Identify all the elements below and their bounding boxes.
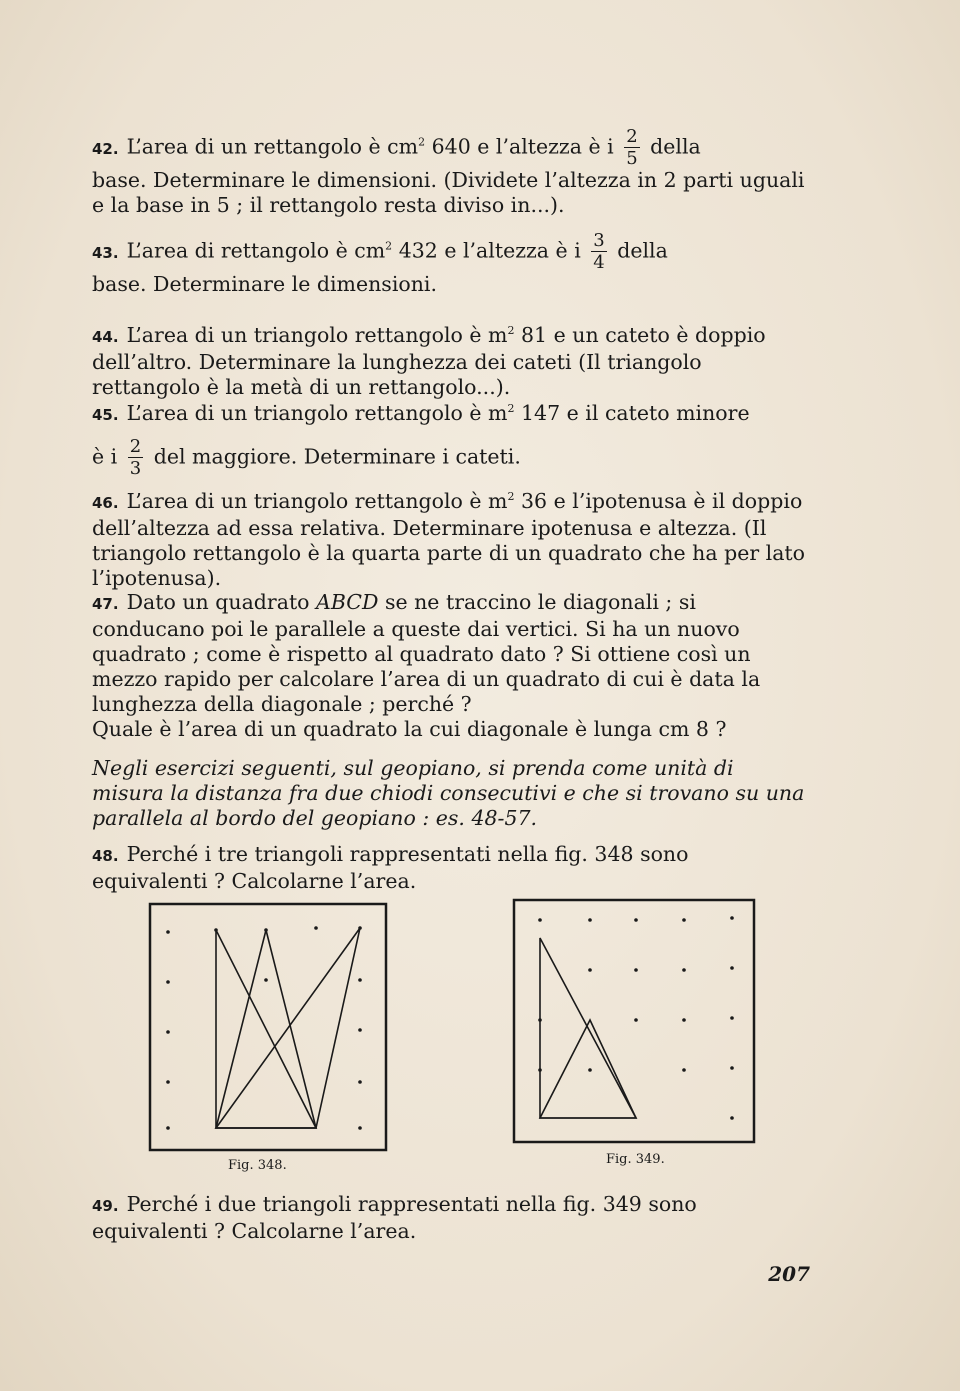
exercise-text: Perché i due triangoli rappresentati nella fig. 349 sono equivalenti ? Calcolarne l’area. (92, 1192, 697, 1243)
triangles (540, 938, 636, 1118)
denominator: 3 (129, 457, 142, 479)
exercise-number: 48. (92, 847, 119, 865)
exercise-text: 640 e l’altezza è i (425, 134, 621, 159)
exercise-text: Perché i tre triangoli rappresentati nella fig. 348 sono equivalenti ? Calcolarne l’area. (92, 842, 689, 893)
exercise-text: L’area di un triangolo rettangolo è m (126, 488, 508, 513)
square-label: ABCD (316, 590, 379, 614)
denominator: 4 (593, 252, 605, 273)
exercise-text: se ne traccino le diagonali ; si conducano poi le parallele a queste dai vertici. Si ha un nuovo quadrato ; come è rispetto al quadrato dato ? Si ottiene così un mezzo rapido per calcolare l’area di un quadrato di cui è data la lunghezza della diagonale ; perché ? (92, 590, 761, 716)
superscript: 2 (507, 324, 515, 337)
exercise-47 (92, 590, 810, 742)
numerator: 3 (593, 230, 605, 251)
figure-349 (512, 898, 756, 1144)
exercise-text: base. Determinare le dimensioni. (Dividete l’altezza in 2 parti uguali e la base in 5 ; il rettangolo resta diviso in...). (92, 168, 805, 217)
exercise-text: della (643, 134, 701, 159)
exercise-number: 49. (92, 1197, 119, 1215)
triangles (216, 928, 360, 1128)
exercise-text: 147 e il cateto minore (514, 400, 750, 425)
exercise-42 (92, 128, 810, 218)
geoboard-pegs (538, 916, 734, 1120)
exercise-number: 46. (92, 493, 119, 512)
exercise-number: 47. (92, 595, 119, 613)
geoboard-border (514, 900, 754, 1142)
exercise-49 (92, 1192, 810, 1244)
exercise-48 (92, 842, 810, 894)
exercise-text: L’area di un rettangolo è cm (126, 134, 419, 159)
exercise-text: L’area di un triangolo rettangolo è m (126, 322, 508, 347)
superscript: 2 (418, 135, 426, 149)
exercise-text: L’area di un triangolo rettangolo è m (126, 400, 508, 425)
exercise-number: 44. (92, 327, 119, 346)
superscript: 2 (507, 402, 515, 415)
triangle-1 (216, 930, 316, 1128)
geoboard-pegs (166, 926, 362, 1130)
page-number: 207 (768, 1262, 810, 1286)
superscript: 2 (385, 239, 393, 253)
figure-349-caption: Fig. 349. (606, 1152, 665, 1167)
triangle-3 (216, 928, 360, 1128)
exercise-46 (92, 484, 810, 591)
exercise-text: del maggiore. Determinare i cateti. (147, 444, 521, 469)
exercise-text: è i (92, 444, 124, 469)
exercise-text: Quale è l’area di un quadrato la cui diagonale è lunga cm 8 ? (92, 717, 727, 741)
exercise-text: 432 e l’altezza è i (392, 238, 588, 263)
exercise-text: L’area di rettangolo è cm (126, 238, 386, 263)
numerator: 2 (626, 126, 638, 147)
denominator: 5 (626, 148, 638, 169)
exercise-44 (92, 318, 810, 400)
triangle-2 (540, 1020, 636, 1118)
exercise-number: 42. (92, 139, 119, 158)
exercise-text: della (610, 238, 668, 263)
numerator: 2 (129, 435, 142, 457)
exercise-text: 36 e l’ipotenusa è il doppio dell’altezza ad essa relativa. Determinare ipotenusa e altezza. (Il triangolo rettangolo è la quarta parte di un quadrato che ha per lato l’ipotenusa). (92, 488, 806, 590)
exercise-text: base. Determinare le dimensioni. (92, 272, 437, 296)
superscript: 2 (507, 490, 515, 503)
exercise-text: 81 e un cateto è doppio dell’altro. Determinare la lunghezza dei cateti (Il triangolo rettangolo è la metà di un rettangolo...). (92, 322, 766, 399)
fraction (624, 128, 639, 168)
exercise-text: Dato un quadrato (126, 590, 317, 614)
fraction (591, 232, 606, 272)
fraction (128, 435, 143, 479)
geoboard-note: Negli esercizi seguenti, sul geopiano, si prenda come unità di misura la distanza fra due chiodi consecutivi e che si trovano su una parallela al bordo del geopiano : es. 48-57. (92, 756, 805, 830)
figure-348-caption: Fig. 348. (228, 1158, 287, 1173)
figure-348 (148, 902, 388, 1152)
exercise-number: 45. (92, 405, 119, 424)
exercise-number: 43. (92, 243, 119, 262)
exercise-43 (92, 232, 810, 297)
exercise-45 (92, 396, 810, 478)
